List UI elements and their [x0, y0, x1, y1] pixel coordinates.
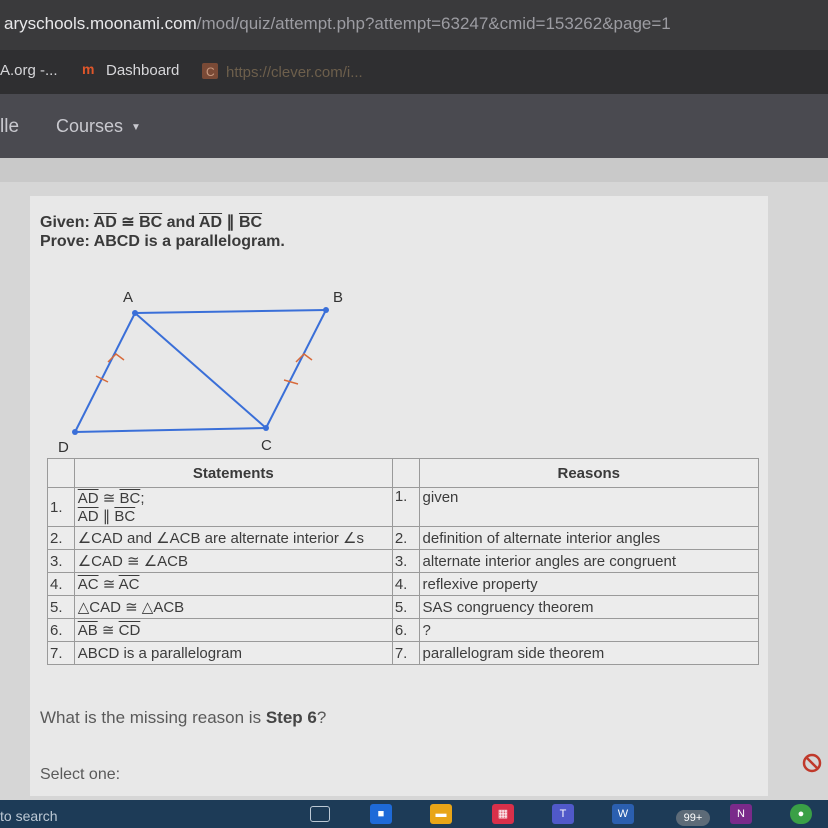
- header-reasons: Reasons: [419, 459, 758, 488]
- header-spacer: [392, 459, 419, 488]
- statement-number: 3.: [48, 550, 75, 573]
- reason-cell: alternate interior angles are congruent: [419, 550, 758, 573]
- reason-cell: parallelogram side theorem: [419, 642, 758, 665]
- table-row: [48, 527, 759, 550]
- site-brand[interactable]: lle: [0, 116, 20, 137]
- prohibited-icon: [802, 753, 822, 778]
- label-d: D: [58, 439, 69, 456]
- statement-cell: $\overline{AB}$ ≅ $\overline{CD}$: [74, 619, 392, 642]
- select-one-label: Select one:: [40, 766, 121, 783]
- vertex-a: [132, 310, 138, 316]
- statement-cell: $\overline{AD}$ ≅ $\overline{BC}$; $\overline{AD}$ ∥ $\overline{BC}$: [74, 488, 392, 527]
- given-statement: Given: $\overline{AD}$ ≅ $\overline{BC}$ and $\overline{AD}$ ∥ $\overline{BC}$: [40, 214, 263, 231]
- table-row: [48, 642, 759, 665]
- chrome-icon[interactable]: ●: [790, 804, 812, 824]
- question-card: [30, 196, 768, 796]
- browser-address-bar[interactable]: [0, 0, 828, 50]
- reason-number: 2.: [392, 527, 419, 550]
- bookmark-dashboard[interactable]: m Dashboard: [82, 62, 180, 79]
- vertex-d: [72, 429, 78, 435]
- reason-number: 5.: [392, 596, 419, 619]
- url-text[interactable]: [4, 14, 671, 34]
- url-path: /mod/quiz/attempt.php?attempt=63247&cmid=153262&page=1: [196, 14, 671, 33]
- bookmarks-bar: [0, 50, 828, 94]
- segment-da: [75, 313, 135, 432]
- vertex-b: [323, 307, 329, 313]
- reason-cell: given: [419, 488, 758, 527]
- statement-number: 7.: [48, 642, 75, 665]
- statement-number: 4.: [48, 573, 75, 596]
- proof-table: [47, 458, 759, 665]
- word-icon[interactable]: W: [612, 804, 634, 824]
- svg-text:m: m: [82, 62, 95, 77]
- site-navbar: [0, 94, 828, 158]
- statement-number: 6.: [48, 619, 75, 642]
- page-header-strip: [0, 158, 828, 182]
- reason-cell: reflexive property: [419, 573, 758, 596]
- missing-reason-cell: ?: [419, 619, 758, 642]
- dashboard-icon: [82, 62, 100, 80]
- camera-icon[interactable]: ■: [370, 804, 392, 824]
- header-statements: Statements: [74, 459, 392, 488]
- statement-cell: $\overline{AC}$ ≅ $\overline{AC}$: [74, 573, 392, 596]
- header-spacer: [48, 459, 75, 488]
- bookmark-clever[interactable]: C https://clever.com/i...: [202, 62, 363, 84]
- tick-marks: [96, 354, 312, 384]
- statement-cell: ABCD is a parallelogram: [74, 642, 392, 665]
- file-explorer-icon[interactable]: ▬: [430, 804, 452, 824]
- label-c: C: [261, 437, 272, 454]
- reason-number: 4.: [392, 573, 419, 596]
- reason-number: 3.: [392, 550, 419, 573]
- caret-down-icon: ▼: [131, 121, 141, 133]
- taskbar-search[interactable]: to search: [0, 808, 58, 824]
- table-row: [48, 619, 759, 642]
- quiz-page: [0, 158, 828, 800]
- statement-number: 2.: [48, 527, 75, 550]
- statement-cell: ∠CAD and ∠ACB are alternate interior ∠s: [74, 527, 392, 550]
- segment-ab: [135, 310, 326, 313]
- statement-cell: △CAD ≅ △ACB: [74, 596, 392, 619]
- parallelogram-diagram: [30, 280, 768, 460]
- reason-number: 1.: [392, 488, 419, 527]
- statement-number: 1.: [48, 488, 75, 527]
- url-domain: aryschools.moonami.com: [4, 14, 197, 33]
- statement-number: 5.: [48, 596, 75, 619]
- clever-icon: [202, 62, 220, 84]
- question-text: What is the missing reason is Step 6?: [40, 708, 327, 727]
- reason-cell: SAS congruency theorem: [419, 596, 758, 619]
- label-a: A: [123, 289, 134, 306]
- segment-ac: [135, 313, 266, 428]
- courses-menu[interactable]: Courses ▼: [56, 116, 141, 136]
- prove-statement: Prove: ABCD is a parallelogram.: [40, 233, 285, 250]
- segment-cd: [75, 428, 266, 432]
- bookmark-aorg[interactable]: A.org -...: [0, 62, 58, 79]
- table-row: [48, 573, 759, 596]
- onenote-icon[interactable]: N: [730, 804, 752, 824]
- statement-cell: ∠CAD ≅ ∠ACB: [74, 550, 392, 573]
- table-row: [48, 596, 759, 619]
- teams-icon[interactable]: T: [552, 804, 574, 824]
- table-row: [48, 550, 759, 573]
- table-row: [48, 488, 759, 527]
- task-view-icon[interactable]: [310, 806, 330, 822]
- label-b: B: [333, 289, 344, 306]
- notification-badge: 99+: [676, 810, 710, 826]
- windows-taskbar: [0, 800, 828, 828]
- table-header-row: [48, 459, 759, 488]
- store-icon[interactable]: ▦: [492, 804, 514, 824]
- vertex-c: [263, 425, 269, 431]
- segment-bc: [266, 310, 326, 428]
- reason-cell: definition of alternate interior angles: [419, 527, 758, 550]
- svg-text:C: C: [206, 65, 215, 79]
- reason-number: 7.: [392, 642, 419, 665]
- reason-number: 6.: [392, 619, 419, 642]
